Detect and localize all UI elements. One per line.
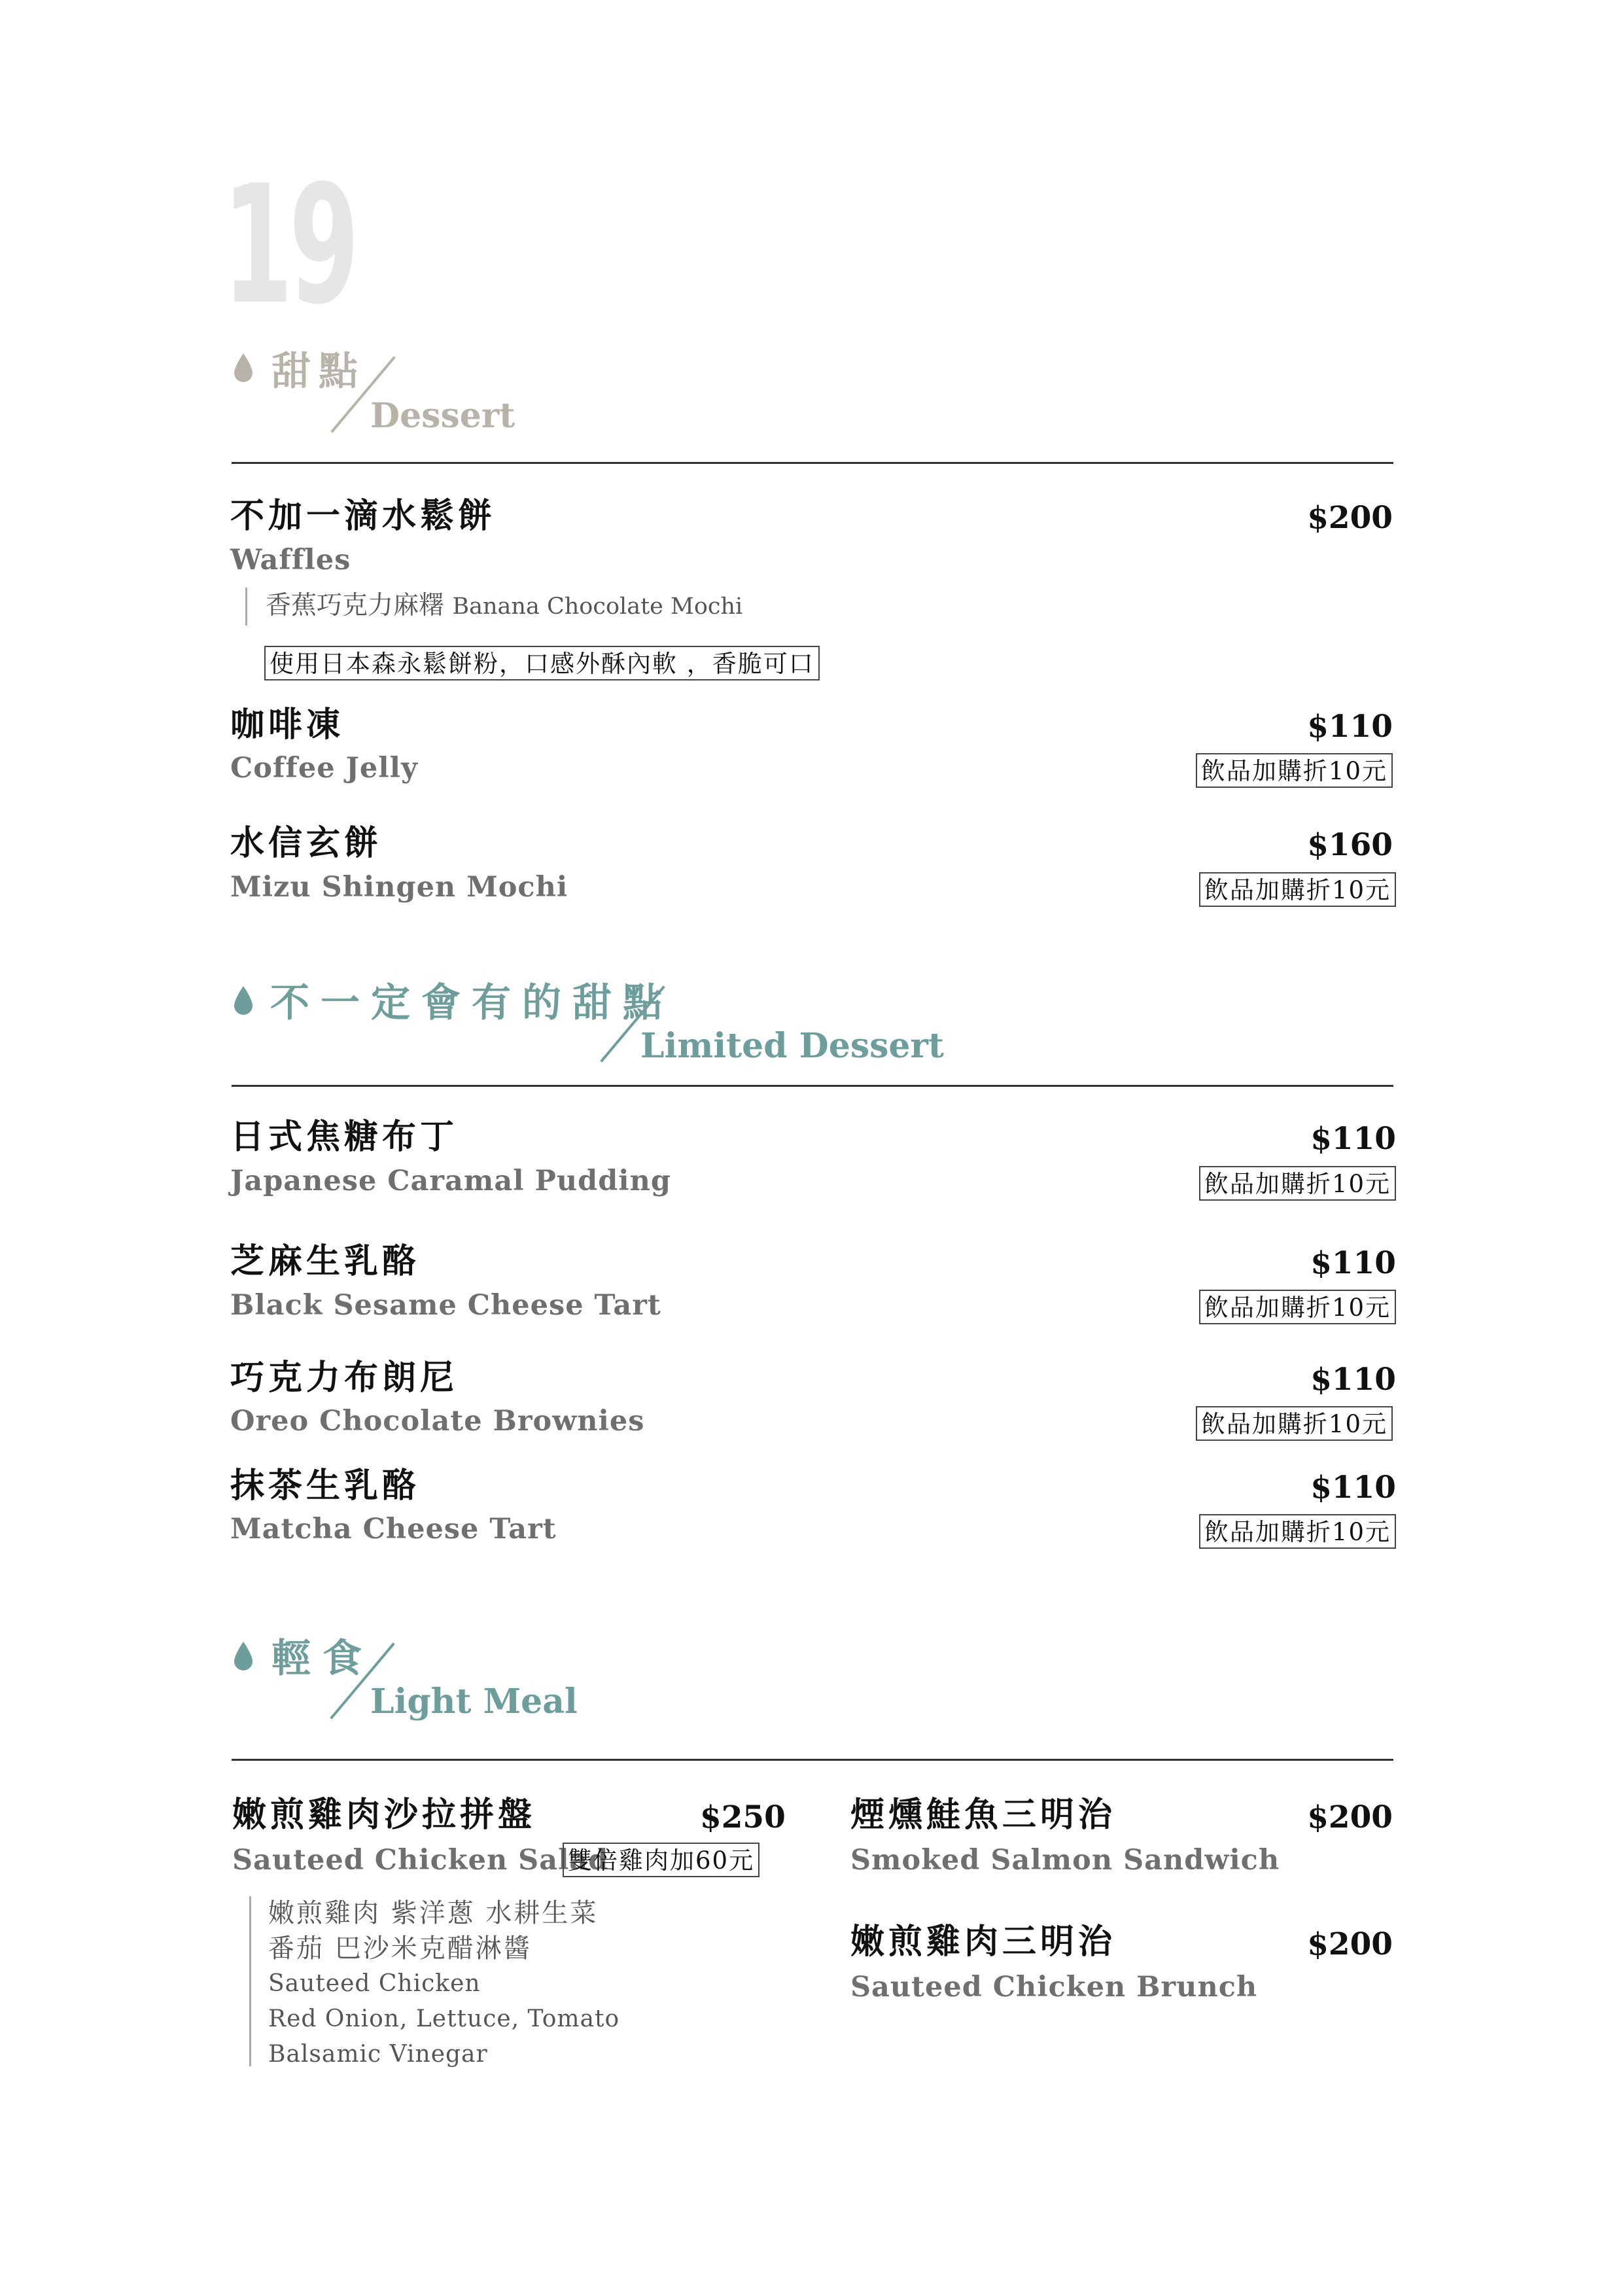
item-price: $200 xyxy=(1307,500,1393,536)
water-drop-icon xyxy=(232,352,254,383)
item-price: $200 xyxy=(1307,1799,1393,1835)
item-name-en: Japanese Caramal Pudding xyxy=(230,1165,671,1197)
description-line: 嫩煎雞肉 紫洋蔥 水耕生菜 xyxy=(268,1898,599,1928)
item-name-en: Oreo Chocolate Brownies xyxy=(230,1405,645,1438)
item-option-zh: 香蕉巧克力麻糬 xyxy=(266,591,445,620)
item-name-en: Sauteed Chicken Brunch xyxy=(850,1971,1258,2004)
item-name-en: Mizu Shingen Mochi xyxy=(230,871,568,904)
option-bar xyxy=(245,588,247,626)
item-name-zh: 咖啡凍 xyxy=(230,705,345,745)
item-note-box: 飲品加購折10元 xyxy=(1196,753,1393,788)
item-name-en: Black Sesame Cheese Tart xyxy=(230,1289,661,1322)
item-name-zh: 煙燻鮭魚三明治 xyxy=(850,1795,1117,1835)
item-price: $110 xyxy=(1310,1362,1396,1398)
item-name-zh: 嫩煎雞肉沙拉拼盤 xyxy=(232,1795,536,1835)
item-price: $110 xyxy=(1310,1470,1396,1506)
section-title-light-meal-en: Light Meal xyxy=(370,1682,578,1722)
item-price: $110 xyxy=(1310,1245,1396,1281)
item-option xyxy=(266,593,742,618)
item-price: $200 xyxy=(1307,1926,1393,1962)
section-title-limited-zh: 不一定會有的甜點 xyxy=(270,980,673,1026)
item-note-box: 飲品加購折10元 xyxy=(1199,872,1396,907)
page-number: 19 xyxy=(222,150,356,340)
section-title-dessert-en: Dessert xyxy=(370,396,515,436)
item-name-zh: 水信玄餅 xyxy=(230,823,383,863)
description-line: Balsamic Vinegar xyxy=(268,2041,488,2068)
item-name-en: Smoked Salmon Sandwich xyxy=(850,1844,1280,1877)
item-name-en: Waffles xyxy=(230,544,351,576)
item-note-box: 使用日本森永鬆餅粉，口感外酥內軟 ，香脆可口 xyxy=(264,646,820,680)
item-description-en xyxy=(268,1966,620,2072)
item-price: $110 xyxy=(1310,1121,1396,1157)
item-name-zh: 嫩煎雞肉三明治 xyxy=(850,1922,1117,1962)
section-title-limited-en: Limited Dessert xyxy=(640,1026,944,1066)
water-drop-icon xyxy=(232,1640,254,1672)
item-price: $160 xyxy=(1307,827,1393,863)
section-rule xyxy=(232,1759,1393,1761)
item-name-en: Coffee Jelly xyxy=(230,752,418,785)
section-rule xyxy=(232,1085,1393,1087)
item-note-box: 飲品加購折10元 xyxy=(1199,1514,1396,1549)
item-name-en: Matcha Cheese Tart xyxy=(230,1513,557,1545)
description-line: Red Onion, Lettuce, Tomato xyxy=(268,2005,620,2032)
item-name-zh: 日式焦糖布丁 xyxy=(230,1117,459,1157)
item-name-en: Sauteed Chicken Salad xyxy=(232,1844,609,1877)
item-price: $110 xyxy=(1307,709,1393,745)
section-title-light-meal-zh: 輕食 xyxy=(271,1636,374,1682)
section-title-dessert-zh: 甜點 xyxy=(271,349,366,395)
item-name-zh: 不加一滴水鬆餅 xyxy=(230,496,497,536)
item-option-en: Banana Chocolate Mochi xyxy=(452,593,743,620)
item-note-box: 雙倍雞肉加60元 xyxy=(563,1843,759,1877)
item-name-zh: 芝麻生乳酪 xyxy=(230,1241,421,1281)
item-price: $250 xyxy=(700,1799,786,1835)
section-rule xyxy=(232,462,1393,464)
description-bar xyxy=(249,1896,251,2066)
water-drop-icon xyxy=(232,985,254,1016)
item-note-box: 飲品加購折10元 xyxy=(1196,1406,1393,1441)
item-name-zh: 抹茶生乳酪 xyxy=(230,1466,421,1506)
item-description-zh xyxy=(268,1896,598,1966)
item-note-box: 飲品加購折10元 xyxy=(1199,1290,1396,1324)
item-note-box: 飲品加購折10元 xyxy=(1199,1166,1396,1201)
item-name-zh: 巧克力布朗尼 xyxy=(230,1358,459,1398)
description-line: Sauteed Chicken xyxy=(268,1970,481,1997)
description-line: 番茄 巴沙米克醋淋醬 xyxy=(268,1934,532,1964)
